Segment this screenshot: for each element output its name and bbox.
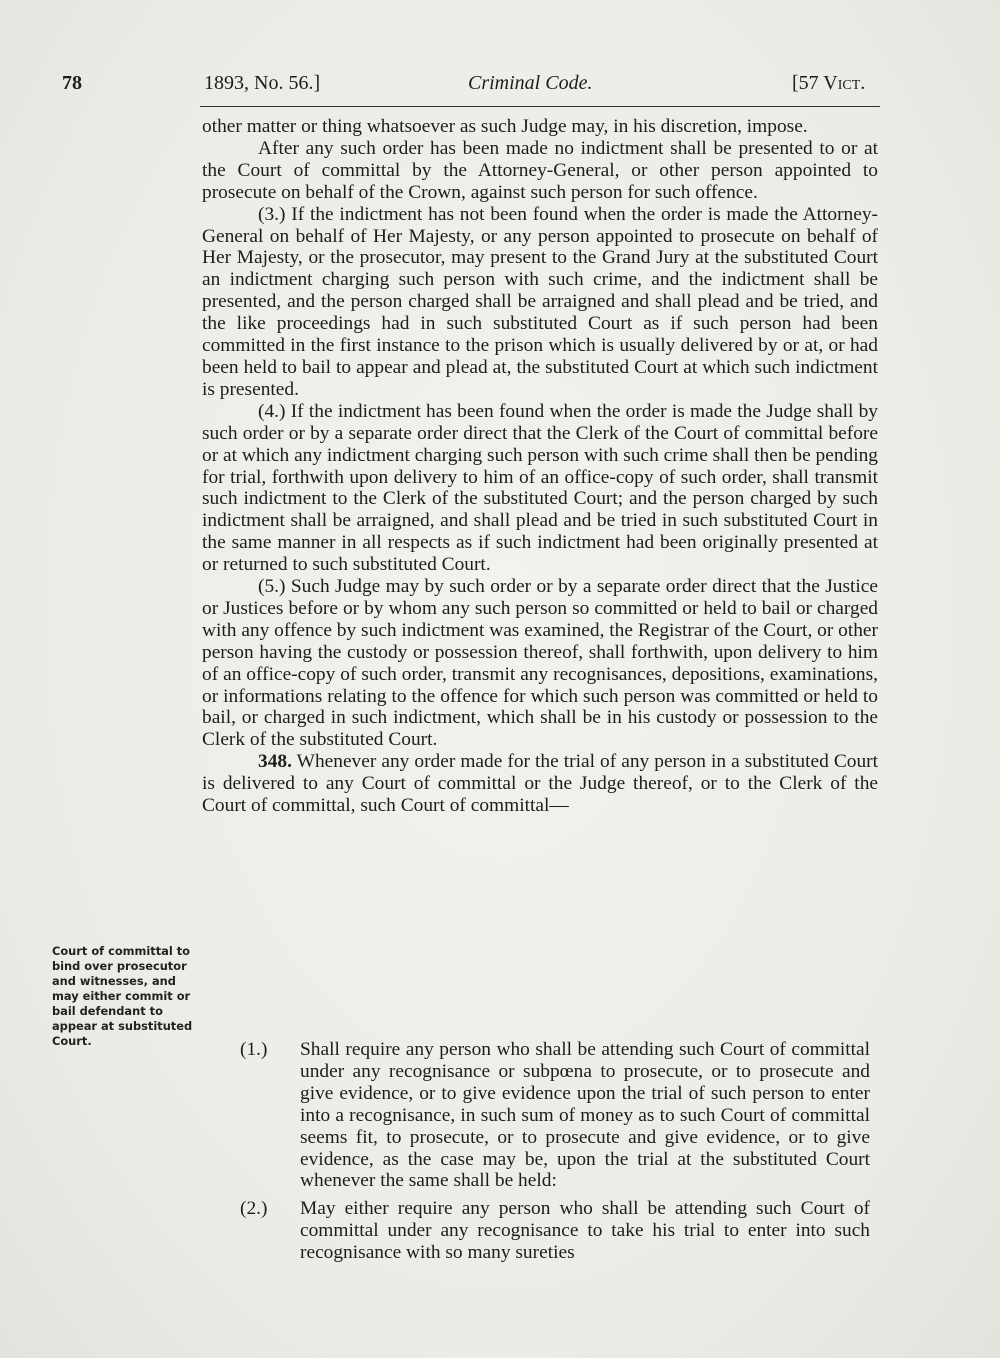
item-text: May either require any person who shall be attending such Court of committal under any recognisance to take his trial to enter into such recognisance with so many sureties: [300, 1198, 870, 1264]
header-title: Criminal Code.: [468, 72, 593, 94]
header-regnal-year: [57 Vict.: [792, 72, 866, 94]
list-item: [240, 1039, 870, 1192]
section-number: 348.: [258, 751, 292, 773]
subsection-4: (4.) If the indictment has been found when the order is made the Judge shall by such order or by a separate order direct that the Clerk of the Court of committal before or at which any indictment charging such person with such crime shall then be pending for trial, forthwith upon delivery to him of an office-copy of such order, shall transmit such indictment to the Clerk of the substituted Court; and the person charged by such indictment shall be arraigned, and shall plead and be tried in such substituted Court in the same manner in all respects as if such indictment had been originally presented at or returned to such substituted Court.: [202, 400, 878, 576]
section-348-items: [240, 1039, 870, 1270]
item-number: (2.): [240, 1198, 268, 1220]
item-text: Shall require any person who shall be attending such Court of committal under any recognisance or subpœna to prosecute, or to prosecute and give evidence, or to give evidence upon the trial of such person to enter into a recognisance, in such sum of money as to such Court of committal seems fit, to prosecute, or to prosecute and give evidence, or to give evidence, as the case may be, upon the trial at the substituted Court whenever the same shall be held:: [300, 1039, 870, 1192]
section-348-text: Whenever any order made for the trial of any person in a substituted Court is delivered to any Court of committal or the Judge thereof, or to the Clerk of the Court of committal, such Court of committal—: [202, 751, 879, 817]
page-number: 78: [62, 72, 82, 94]
paragraph-continuation: other matter or thing whatsoever as such Judge may, in his discretion, impose.: [202, 116, 808, 137]
list-item: [240, 1198, 870, 1264]
paragraph-no-indictment: After any such order has been made no indictment shall be presented to or at the Court of committal by the Attorney-General, or other person appointed to prosecute on behalf of the Crown, against such person for such offence.: [202, 137, 878, 203]
subsection-5: (5.) Such Judge may by such order or by a separate order direct that the Justice or Justices before or by whom any such person so committed or held to bail or charged with any offence by such indictment was examined, the Registrar of the Court, or other person having the custody or possession thereof, shall forthwith, upon delivery to him of an office-copy of such order, transmit any recognisances, depositions, examinations, or informations relating to the offence for which such person was committed or held to bail, or charged in such indictment, which shall be in his custody or possession to the Clerk of the substituted Court.: [202, 576, 878, 751]
header-rule: [200, 106, 880, 107]
main-text: [202, 116, 878, 817]
marginal-note: Court of committal to bind over prosecutor and witnesses, and may either commit or bail defendant to appear at substituted Court.: [52, 944, 193, 1048]
running-header: [62, 72, 882, 108]
header-citation: 1893, No. 56.]: [204, 72, 321, 94]
item-number: (1.): [240, 1039, 268, 1060]
subsection-3: (3.) If the indictment has not been found when the order is made the Attorney-General on behalf of Her Majesty, or any person appointed to prosecute on behalf of Her Majesty, or the prosecutor, may present to the Grand Jury at the substituted Court an indictment charging such person with such crime, and the indictment shall be presented, and the person charged shall be arraigned and shall plead and be tried, and the like proceedings had in such substituted Court as if such person had been committed in the first instance to the prison which is usually delivered by or at, or had been held to bail to appear and plead at, the substituted Court at which such indictment is presented.: [202, 203, 878, 400]
section-348: [202, 751, 878, 817]
